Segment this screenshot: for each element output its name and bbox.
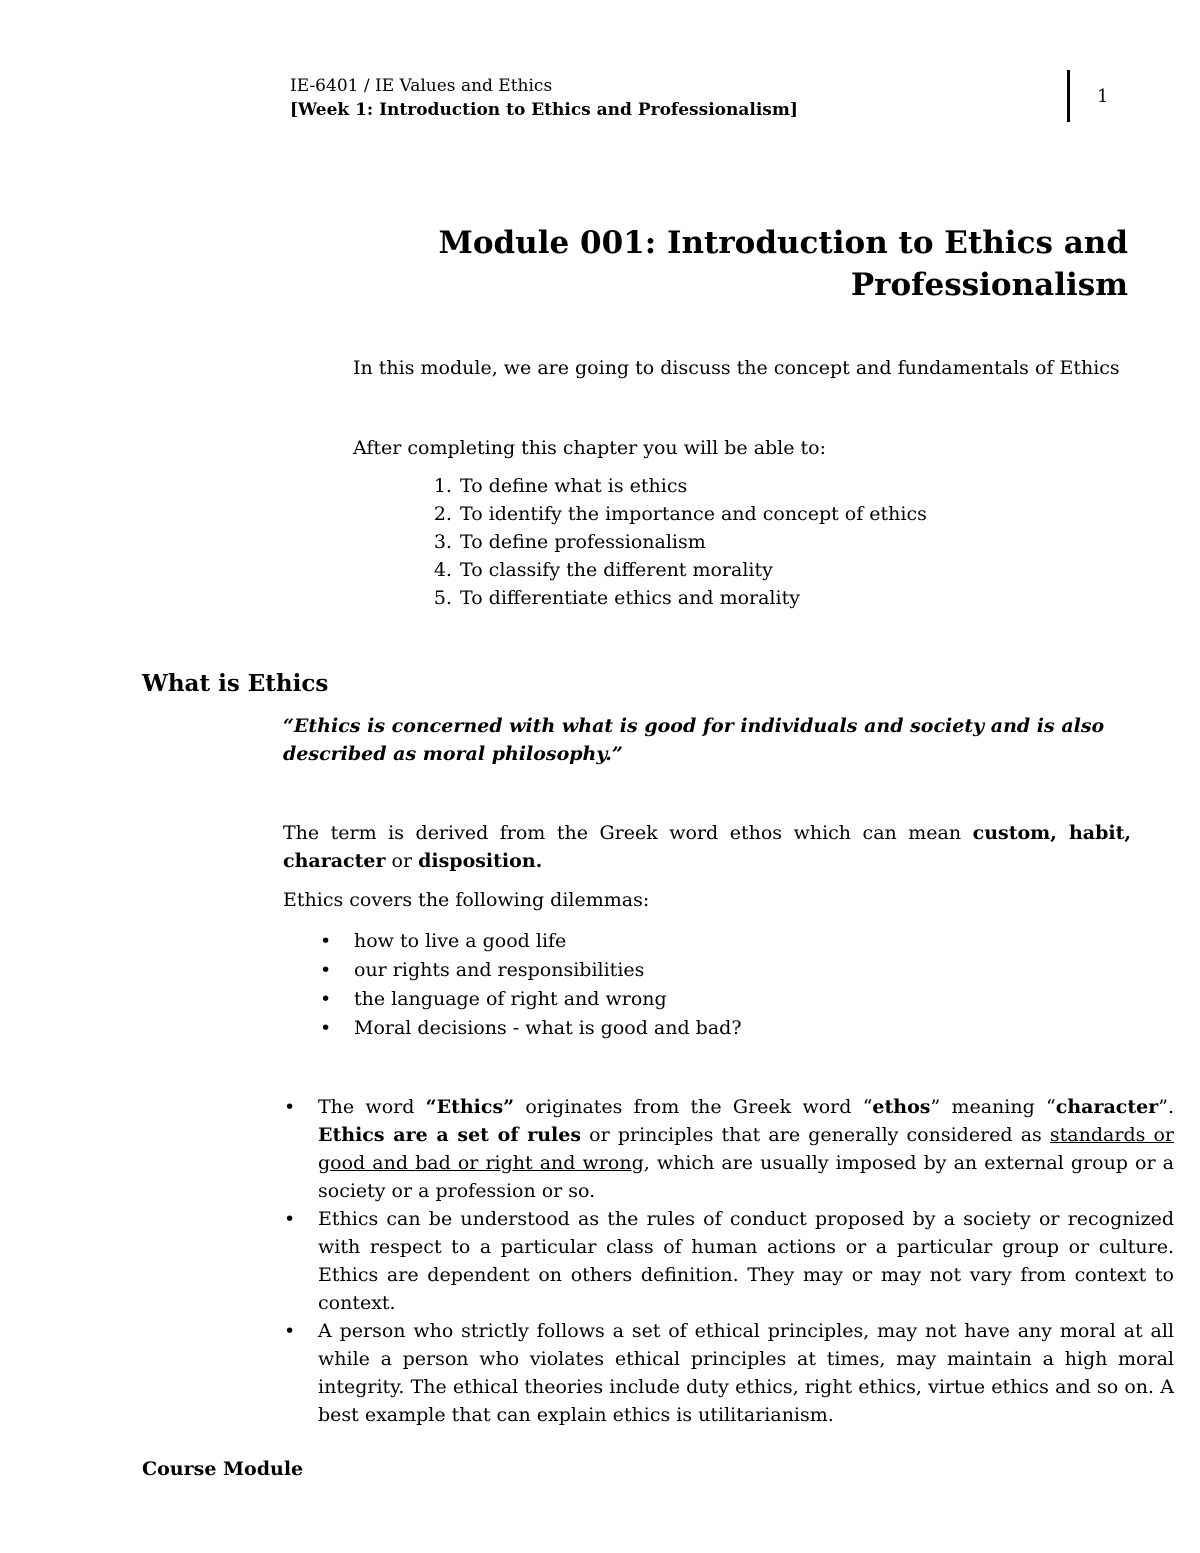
objectives-list <box>418 472 927 612</box>
header-divider <box>1067 70 1070 122</box>
page-number: 1 <box>1097 86 1109 107</box>
text-run: ethos <box>872 1096 931 1118</box>
header-week: [Week 1: Introduction to Ethics and Professionalism] <box>290 100 798 120</box>
term-bold-2: disposition. <box>418 850 543 872</box>
text-run: character <box>1055 1096 1159 1118</box>
objectives-lead: After completing this chapter you will be able to: <box>353 437 827 459</box>
objective-item: 5. To differentiate ethics and morality <box>458 584 927 612</box>
bullet-origin <box>318 1093 1174 1205</box>
text-run: Ethics are a set of rules <box>318 1124 582 1146</box>
objective-item: 1. To define what is ethics <box>458 472 927 500</box>
text-run: , which are usually imposed by an external group or a society or a profession or so. <box>318 1152 1174 1202</box>
section-heading: What is Ethics <box>142 670 329 697</box>
bullet-person: • A person who strictly follows a set of ethical principles, may not have any moral at all while a person who violates ethical principles at times, may maintain a high moral integrity. The ethical theories include duty ethics, right ethics, virtue ethics and so on. A best example that can explain ethics is utilitarianism. <box>318 1317 1174 1429</box>
text-run: ” meaning “ <box>930 1096 1056 1118</box>
page-header <box>290 74 798 122</box>
objective-item: 4. To classify the different morality <box>458 556 927 584</box>
text-run: originates from the Greek word “ <box>514 1096 873 1118</box>
title-line-1: Module 001: Introduction to Ethics and <box>438 225 1128 261</box>
page-footer: Course Module <box>142 1458 304 1480</box>
objective-item: 3. To define professionalism <box>458 528 927 556</box>
text-run: ”. <box>1158 1096 1174 1118</box>
list-item: • our rights and responsibilities <box>354 956 742 985</box>
list-item: • how to live a good life <box>354 927 742 956</box>
title-line-2: Professionalism <box>850 267 1128 303</box>
text-run: or principles that are generally considered as <box>581 1124 1050 1146</box>
definition-quote: “Ethics is concerned with what is good for individuals and society and is also described as moral philosophy.” <box>283 715 1105 765</box>
list-item: • Moral decisions - what is good and bad? <box>354 1014 742 1043</box>
objective-item: 2. To identify the importance and concept of ethics <box>458 500 927 528</box>
dilemmas-list <box>310 927 742 1043</box>
term-paragraph <box>283 819 1131 875</box>
header-course: IE-6401 / IE Values and Ethics <box>290 76 553 96</box>
intro-text: In this module, we are going to discuss the concept and fundamentals of Ethics <box>353 357 1120 379</box>
page-title <box>439 222 1128 306</box>
text-run: The word <box>318 1096 426 1118</box>
ethics-bullets <box>275 1093 1174 1429</box>
term-or: or <box>385 850 419 872</box>
bullet-rules: • Ethics can be understood as the rules of conduct proposed by a society or recognized with respect to a particular class of human actions or a particular group or culture. Ethics are dependent on others definition. They may or may not vary from context to context. <box>318 1205 1174 1317</box>
text-run: “Ethics” <box>425 1096 515 1118</box>
dilemmas-lead: Ethics covers the following dilemmas: <box>283 889 650 911</box>
term-intro: The term is derived from the Greek word ethos which can mean <box>283 822 973 844</box>
list-item: • the language of right and wrong <box>354 985 742 1014</box>
underlined-text: standards or good and bad or right and wrong <box>318 1124 1175 1174</box>
term-bold-1: custom, habit, character <box>283 822 1132 872</box>
